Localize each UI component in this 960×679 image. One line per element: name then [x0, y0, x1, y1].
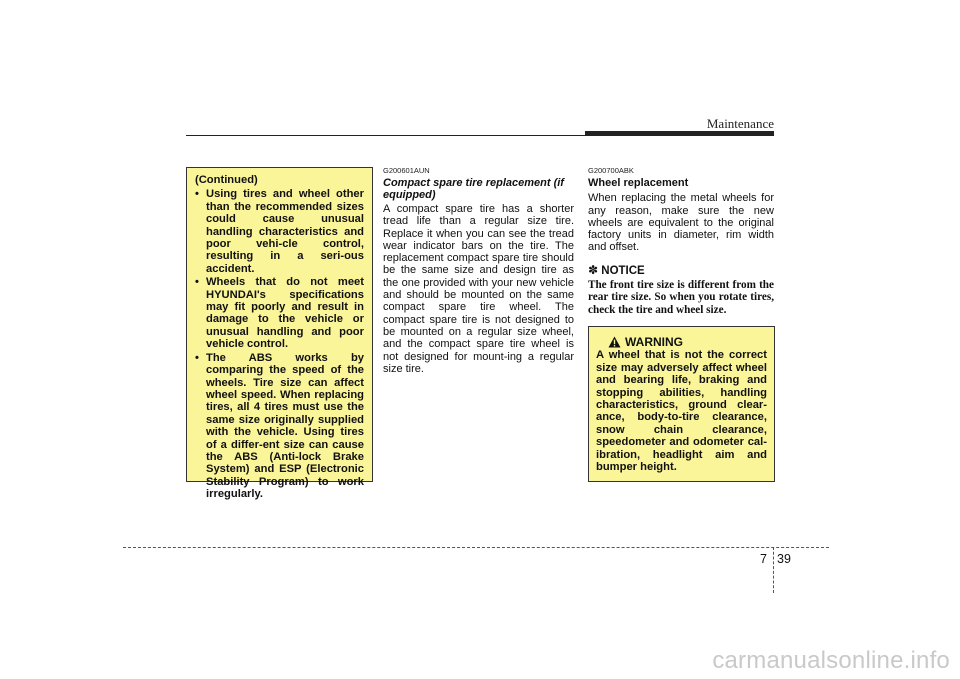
warning-body: A wheel that is not the correct size may adversely affect wheel and bearing life, braking and stopping abilities, handling characteristics, ground clear-ance, body-to-tire clearance, snow chain clearance, speedometer and odometer cal-ibration, headlight aim and bumper height. [596, 349, 767, 474]
warning-bullet: • The ABS works by comparing the speed of the wheels. Tire size can affect wheel speed. When replacing tires, all 4 tires must use the same size originally supplied with the vehicle. Using tires of a differ-ent size can cause the ABS (Anti-lock Brake System) and ESP (Electronic Stability Program) to work irregularly. [195, 352, 364, 501]
warning-bullet-list [195, 188, 364, 500]
warning-box [588, 326, 775, 482]
section-subheading: Compact spare tire replacement (if equipped) [383, 177, 564, 201]
notice-star-icon: ✽ [588, 262, 599, 277]
notice-heading [588, 264, 774, 277]
footer-rule [123, 547, 829, 548]
compact-spare-section [383, 166, 574, 375]
warning-bullet: • Wheels that do not meet HYUNDAI's specifications may fit poorly and result in damage to the vehicle or unusual handling and poor vehicle control. [195, 276, 364, 350]
section-code: G200700ABK [588, 166, 634, 175]
footer-divider [773, 547, 774, 593]
warning-title: WARNING [625, 335, 683, 349]
watermark: carmanualsonline.info [712, 647, 950, 674]
wheel-replacement-section [588, 166, 774, 316]
warning-heading [596, 336, 767, 348]
continued-warning-box [186, 167, 373, 501]
warning-triangle-icon [608, 336, 621, 348]
section-code: G200601AUN [383, 166, 430, 175]
header-rule-accent [585, 131, 774, 136]
notice-title: NOTICE [601, 264, 645, 277]
section-body: When replacing the metal wheels for any reason, make sure the new wheels are equivalent to the original factory units in diameter, rim width and offset. [588, 192, 774, 254]
chapter-number: 7 [760, 552, 767, 566]
notice-body: The front tire size is different from the rear tire size. So when you rotate tires, check the tire and wheel size. [588, 279, 774, 316]
section-title: Maintenance [706, 116, 774, 131]
continued-heading: (Continued) [195, 174, 258, 186]
warning-bullet: • Using tires and wheel other than the recommended sizes could cause unusual handling characteristics and poor vehi-cle control, resulting in a seri-ous accident. [195, 188, 364, 275]
section-body: A compact spare tire has a shorter tread life than a regular size tire. Replace it when you can see the tread wear indicator bars on the tire. The replacement compact spare tire should be the same size and design tire as the one provided with your new vehicle and should be mounted on the same compact spare tire wheel. The compact spare tire is not designed to be mounted on a regular size wheel, and the compact spare tire wheel is not designed for mount-ing a regular size tire. [383, 203, 574, 375]
page-number: 39 [777, 552, 791, 566]
section-subheading: Wheel replacement [588, 177, 689, 189]
